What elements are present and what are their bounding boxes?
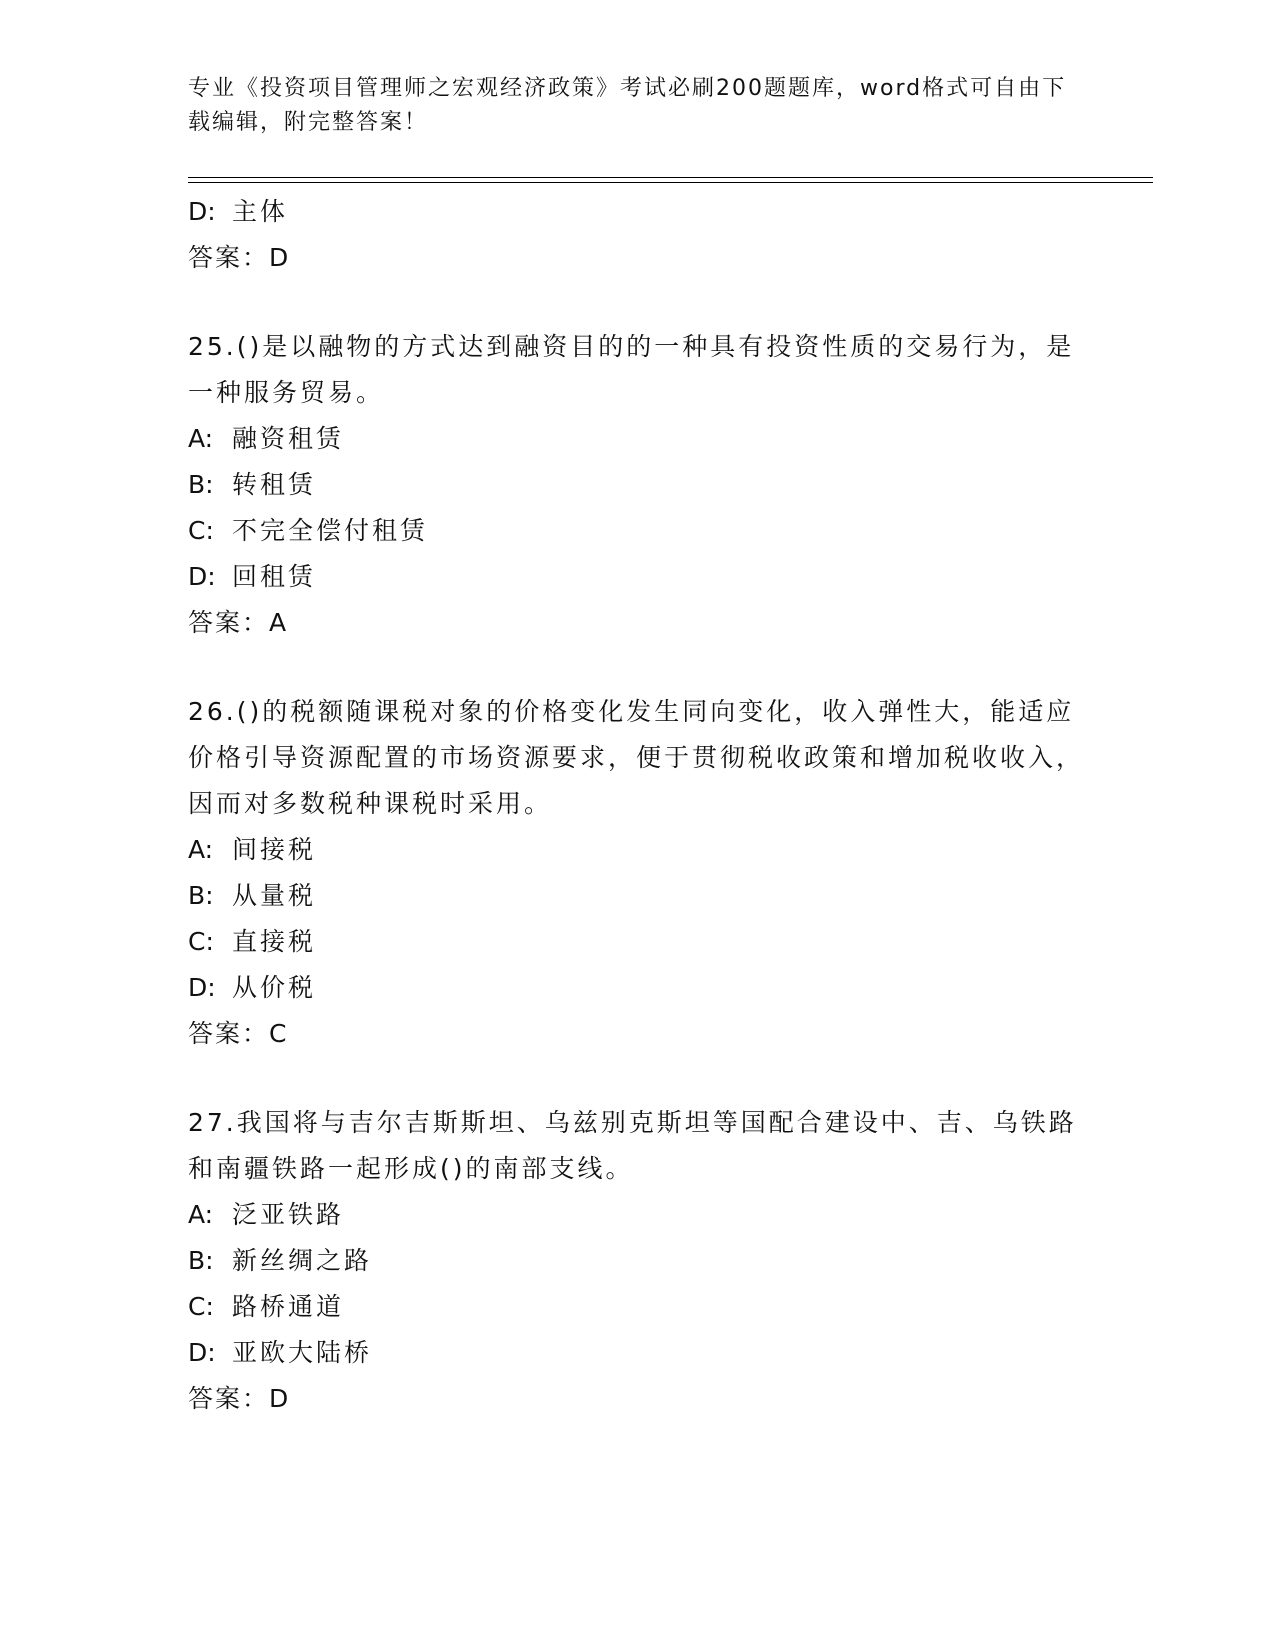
option-line	[188, 919, 1088, 965]
answer-label: 答案：	[188, 608, 270, 637]
option-text: 间接税	[232, 835, 317, 864]
answer-value: C	[269, 1019, 289, 1048]
option-line	[188, 965, 1088, 1011]
option-key: C:	[188, 516, 214, 545]
question-stem: 25.()是以融物的方式达到融资目的的一种具有投资性质的交易行为，是一种服务贸易。	[188, 332, 1075, 407]
answer-value: D	[269, 243, 291, 272]
option-text: 不完全偿付租赁	[232, 516, 429, 545]
option-text: 新丝绸之路	[232, 1246, 373, 1275]
option-key: D:	[188, 562, 216, 591]
question-stem: 26.()的税额随课税对象的价格变化发生同向变化，收入弹性大，能适应价格引导资源配置的市场资源要求，便于贯彻税收政策和增加税收收入，因而对多数税种课税时采用。	[188, 697, 1085, 818]
option-text: 亚欧大陆桥	[232, 1338, 373, 1367]
answer-label: 答案：	[188, 1384, 270, 1413]
option-line	[188, 1284, 1088, 1330]
question-26	[188, 689, 1088, 1057]
answer-line	[188, 600, 1088, 646]
option-line	[188, 554, 1088, 600]
header-rule-top	[188, 177, 1153, 178]
option-key: D:	[188, 973, 216, 1002]
answer-label: 答案：	[188, 1019, 270, 1048]
option-key: C:	[188, 1292, 214, 1321]
answer-line	[188, 1376, 1088, 1422]
question-27	[188, 1100, 1088, 1422]
option-key: D:	[188, 197, 216, 226]
option-key: B:	[188, 881, 214, 910]
option-key: D:	[188, 1338, 216, 1367]
option-text: 回租赁	[232, 562, 317, 591]
question-stem: 27.我国将与吉尔吉斯斯坦、乌兹别克斯坦等国配合建设中、吉、乌铁路和南疆铁路一起形成()的南部支线。	[188, 1108, 1077, 1183]
answer-value: A	[269, 608, 289, 637]
option-text: 主体	[232, 197, 289, 226]
option-key: A:	[188, 424, 214, 453]
option-key: A:	[188, 1200, 214, 1229]
option-line	[188, 827, 1088, 873]
option-key: B:	[188, 1246, 214, 1275]
answer-line	[188, 1011, 1088, 1057]
answer-value: D	[269, 1384, 291, 1413]
answer-line	[188, 235, 1088, 281]
page-header: 专业《投资项目管理师之宏观经济政策》考试必刷200题题库，word格式可自由下载编辑，附完整答案！	[188, 76, 1067, 135]
option-text: 转租赁	[232, 470, 317, 499]
answer-label: 答案：	[188, 243, 270, 272]
option-key: A:	[188, 835, 214, 864]
option-line	[188, 1192, 1088, 1238]
option-line	[188, 873, 1088, 919]
option-line	[188, 189, 1088, 235]
option-text: 直接税	[232, 927, 317, 956]
header-rule-bottom	[188, 182, 1153, 183]
option-key: B:	[188, 470, 214, 499]
option-text: 泛亚铁路	[232, 1200, 345, 1229]
option-text: 从价税	[232, 973, 317, 1002]
option-line	[188, 508, 1088, 554]
option-text: 路桥通道	[232, 1292, 345, 1321]
option-text: 融资租赁	[232, 424, 345, 453]
question-25	[188, 324, 1088, 646]
option-line	[188, 1238, 1088, 1284]
option-line	[188, 462, 1088, 508]
option-line	[188, 1330, 1088, 1376]
document-content	[188, 189, 1088, 1422]
option-key: C:	[188, 927, 214, 956]
option-line	[188, 416, 1088, 462]
option-text: 从量税	[232, 881, 317, 910]
